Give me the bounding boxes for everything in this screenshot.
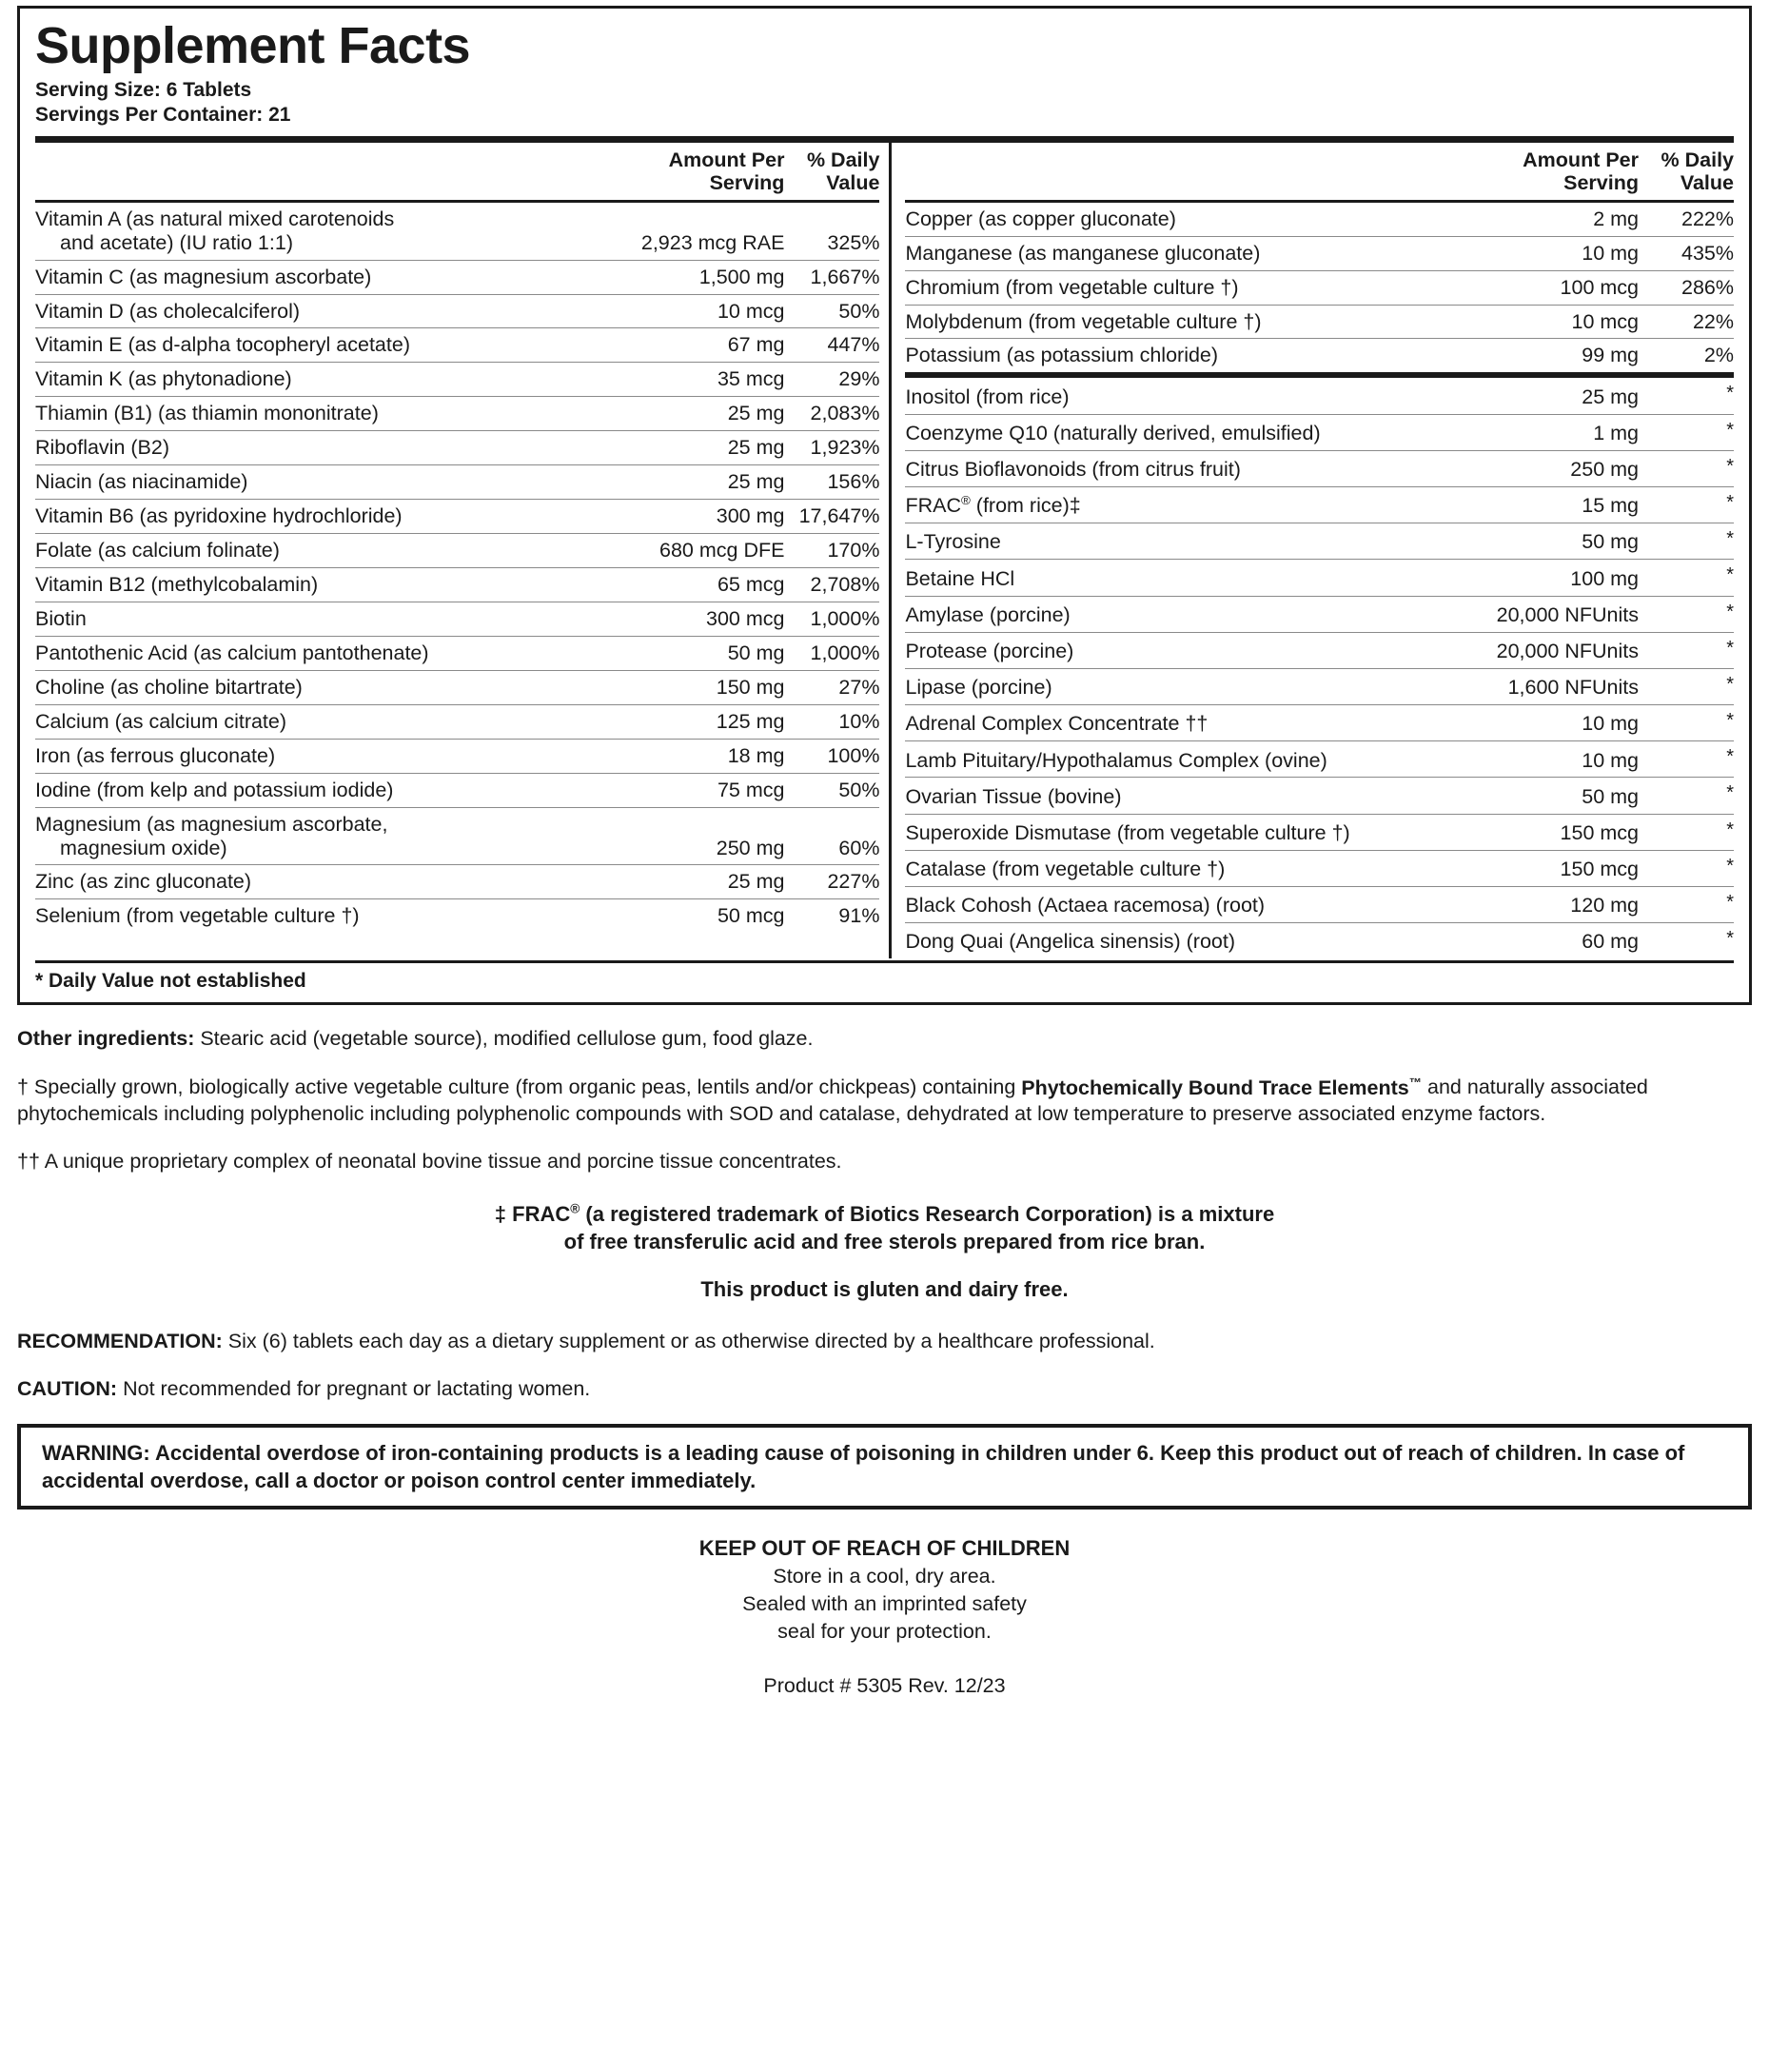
table-row	[905, 632, 1734, 668]
table-row	[905, 414, 1734, 450]
nutrient-amount: 25 mg	[613, 431, 784, 465]
nutrient-daily-value: 170%	[784, 534, 879, 568]
dagger-footnote	[17, 1074, 1752, 1128]
frac-footnote	[17, 1200, 1752, 1255]
nutrient-name: Pantothenic Acid (as calcium pantothenate)	[35, 636, 613, 670]
nutrient-daily-value: *	[1639, 414, 1734, 450]
table-row	[905, 814, 1734, 850]
column-header-amount-right: Amount Per Serving	[1467, 143, 1639, 202]
table-row	[905, 850, 1734, 886]
table-row	[35, 534, 879, 568]
nutrient-table-left-column	[35, 143, 879, 959]
nutrient-name: Copper (as copper gluconate)	[905, 207, 1176, 230]
table-row	[905, 450, 1734, 486]
gluten-dairy-free-note: This product is gluten and dairy free.	[700, 1277, 1069, 1302]
nutrient-amount: 150 mcg	[1467, 850, 1639, 886]
table-row	[905, 523, 1734, 560]
nutrient-name: Amylase (porcine)	[905, 596, 1467, 632]
table-row	[905, 668, 1734, 704]
nutrient-amount: 1,500 mg	[613, 260, 784, 294]
table-row	[35, 328, 879, 363]
nutrient-name: Vitamin B6 (as pyridoxine hydrochloride)	[35, 500, 613, 534]
nutrient-amount: 35 mcg	[613, 363, 784, 397]
storage-line-2: Sealed with an imprinted safety	[742, 1591, 1027, 1615]
nutrient-name: Coenzyme Q10 (naturally derived, emulsified)	[905, 414, 1467, 450]
nutrient-name: Biotin	[35, 602, 613, 636]
supplement-label-page	[0, 6, 1769, 2072]
nutrient-name: Ovarian Tissue (bovine)	[905, 778, 1467, 814]
nutrient-name: Riboflavin (B2)	[35, 431, 613, 465]
nutrient-name: Niacin (as niacinamide)	[35, 465, 613, 500]
nutrient-name: Vitamin E (as d-alpha tocopheryl acetate)	[35, 328, 613, 363]
nutrient-daily-value: 1,923%	[784, 431, 879, 465]
nutrient-amount: 125 mg	[613, 704, 784, 739]
frac-footnote-line2: of free transferulic acid and free sterols prepared from rice bran.	[563, 1230, 1206, 1254]
servings-per-container: Servings Per Container: 21	[35, 104, 291, 127]
nutrient-name: Vitamin C (as magnesium ascorbate)	[35, 260, 613, 294]
column-header-nutrient-right	[905, 143, 1467, 202]
nutrient-amount: 2,923 mcg RAE	[640, 230, 785, 254]
nutrient-daily-value: 222%	[1681, 207, 1734, 230]
nutrient-daily-value: 22%	[1639, 305, 1734, 339]
nutrient-daily-value: *	[1639, 887, 1734, 923]
caution-text: Not recommended for pregnant or lactating women.	[117, 1376, 591, 1400]
nutrient-daily-value: 29%	[784, 363, 879, 397]
table-row	[905, 486, 1734, 523]
nutrient-amount: 67 mg	[613, 328, 784, 363]
table-row	[35, 636, 879, 670]
table-row	[35, 670, 879, 704]
nutrient-daily-value: 27%	[784, 670, 879, 704]
table-row	[905, 741, 1734, 778]
nutrient-amount: 100 mg	[1467, 560, 1639, 596]
nutrient-amount: 1 mg	[1467, 414, 1639, 450]
other-ingredients	[17, 1026, 1752, 1053]
other-ingredients-label: Other ingredients:	[17, 1027, 195, 1051]
nutrient-table-left	[35, 143, 879, 934]
table-row	[905, 339, 1734, 375]
nutrient-daily-value: *	[1639, 523, 1734, 560]
nutrient-amount: 680 mcg DFE	[613, 534, 784, 568]
nutrient-amount: 300 mcg	[613, 602, 784, 636]
nutrient-name: Thiamin (B1) (as thiamin mononitrate)	[35, 397, 613, 431]
table-row	[35, 865, 879, 899]
table-row	[35, 500, 879, 534]
nutrient-amount: 10 mg	[1467, 741, 1639, 778]
nutrient-amount: 10 mg	[1467, 236, 1639, 270]
nutrient-daily-value: *	[1639, 705, 1734, 741]
nutrient-table-right	[905, 143, 1734, 959]
table-row	[905, 705, 1734, 741]
label-notes	[17, 1026, 1752, 1402]
nutrient-daily-value: *	[1639, 741, 1734, 778]
nutrient-daily-value: 50%	[784, 773, 879, 807]
nutrient-daily-value: 286%	[1639, 270, 1734, 305]
nutrient-daily-value: 1,000%	[784, 602, 879, 636]
nutrient-amount: 60 mg	[1467, 923, 1639, 959]
nutrient-name: Choline (as choline bitartrate)	[35, 670, 613, 704]
storage-line-1: Store in a cool, dry area.	[773, 1564, 996, 1588]
other-ingredients-text: Stearic acid (vegetable source), modified cellulose gum, food glaze.	[194, 1027, 814, 1051]
table-row	[35, 465, 879, 500]
nutrient-amount: 150 mg	[613, 670, 784, 704]
table-row	[35, 739, 879, 773]
caution-label: CAUTION:	[17, 1376, 118, 1400]
nutrient-daily-value: *	[1639, 450, 1734, 486]
nutrient-daily-value: 227%	[784, 865, 879, 899]
nutrient-amount: 20,000 NFUnits	[1467, 596, 1639, 632]
table-row	[35, 899, 879, 933]
nutrient-amount: 2 mg	[1593, 207, 1639, 230]
nutrient-daily-value: 156%	[784, 465, 879, 500]
table-row	[905, 201, 1734, 236]
caution	[17, 1376, 1752, 1403]
nutrient-name: Lamb Pituitary/Hypothalamus Complex (ovine)	[905, 741, 1467, 778]
nutrient-daily-value: *	[1639, 596, 1734, 632]
nutrient-daily-value: *	[1639, 486, 1734, 523]
frac-footnote-line1: ‡ FRAC® (a registered trademark of Biotics Research Corporation) is a mixture	[494, 1202, 1275, 1227]
nutrient-amount: 100 mcg	[1467, 270, 1639, 305]
storage-line-3: seal for your protection.	[777, 1619, 992, 1643]
table-row	[35, 431, 879, 465]
nutrient-name: Selenium (from vegetable culture †)	[35, 899, 613, 933]
nutrient-amount: 65 mcg	[613, 568, 784, 602]
nutrient-daily-value: 91%	[784, 899, 879, 933]
nutrient-amount: 75 mcg	[613, 773, 784, 807]
nutrient-amount: 50 mcg	[613, 899, 784, 933]
nutrient-name: Protease (porcine)	[905, 632, 1467, 668]
nutrient-name: Manganese (as manganese gluconate)	[905, 236, 1467, 270]
nutrient-name: Magnesium (as magnesium ascorbate, magnesium oxide)	[35, 807, 613, 865]
nutrient-amount: 120 mg	[1467, 887, 1639, 923]
phytochemically-bound-trademark: Phytochemically Bound Trace Elements™	[1021, 1075, 1423, 1099]
nutrient-amount: 25 mg	[613, 397, 784, 431]
nutrient-amount: 10 mcg	[1467, 305, 1639, 339]
page-title: Supplement Facts	[35, 17, 471, 74]
nutrient-name: Catalase (from vegetable culture †)	[905, 850, 1467, 886]
nutrient-name: Vitamin A (as natural mixed carotenoids and acetate) (IU ratio 1:1)	[35, 207, 395, 254]
nutrient-name: Iodine (from kelp and potassium iodide)	[35, 773, 613, 807]
table-row	[35, 704, 879, 739]
nutrient-daily-value: *	[1639, 850, 1734, 886]
nutrient-daily-value: 17,647%	[784, 500, 879, 534]
nutrient-daily-value: 325%	[827, 230, 880, 254]
nutrient-name: Molybdenum (from vegetable culture †)	[905, 305, 1467, 339]
column-header-nutrient-left	[35, 143, 613, 202]
nutrient-daily-value: 1,000%	[784, 636, 879, 670]
nutrient-amount: 15 mg	[1467, 486, 1639, 523]
nutrient-amount: 50 mg	[1467, 523, 1639, 560]
nutrient-daily-value: *	[1639, 814, 1734, 850]
nutrient-name: Chromium (from vegetable culture †)	[905, 270, 1467, 305]
nutrient-daily-value: 2,708%	[784, 568, 879, 602]
nutrient-table-right-column	[889, 143, 1734, 959]
nutrient-amount: 300 mg	[613, 500, 784, 534]
storage-block	[17, 1534, 1752, 1646]
table-row	[35, 294, 879, 328]
nutrient-name: Dong Quai (Angelica sinensis) (root)	[905, 923, 1467, 959]
nutrient-daily-value: *	[1639, 632, 1734, 668]
nutrient-amount: 25 mg	[1467, 375, 1639, 414]
table-row	[905, 596, 1734, 632]
nutrient-daily-value: *	[1639, 923, 1734, 959]
nutrient-name: Adrenal Complex Concentrate ††	[905, 705, 1467, 741]
nutrient-name: Lipase (porcine)	[905, 668, 1467, 704]
nutrient-amount: 99 mg	[1467, 339, 1639, 375]
nutrient-name: Vitamin D (as cholecalciferol)	[35, 294, 613, 328]
daily-value-footnote: * Daily Value not established	[35, 960, 1734, 993]
nutrient-amount: 150 mcg	[1467, 814, 1639, 850]
table-row	[35, 773, 879, 807]
nutrient-daily-value: *	[1639, 560, 1734, 596]
nutrient-tables	[35, 143, 1734, 959]
table-row	[35, 260, 879, 294]
nutrient-name: Calcium (as calcium citrate)	[35, 704, 613, 739]
nutrient-daily-value: 447%	[784, 328, 879, 363]
serving-size: Serving Size: 6 Tablets	[35, 79, 252, 102]
nutrient-name: Superoxide Dismutase (from vegetable culture †)	[905, 814, 1467, 850]
nutrient-name: Inositol (from rice)	[905, 375, 1467, 414]
nutrient-name: Vitamin K (as phytonadione)	[35, 363, 613, 397]
nutrient-daily-value: 100%	[784, 739, 879, 773]
table-row	[905, 270, 1734, 305]
nutrient-daily-value: 1,667%	[784, 260, 879, 294]
nutrient-amount: 25 mg	[613, 865, 784, 899]
nutrient-amount: 18 mg	[613, 739, 784, 773]
nutrient-amount: 50 mg	[1467, 778, 1639, 814]
nutrient-daily-value: 2%	[1639, 339, 1734, 375]
nutrient-name: FRAC® (from rice)‡	[905, 486, 1467, 523]
double-dagger-footnote: †† A unique proprietary complex of neonatal bovine tissue and porcine tissue concentrates.	[17, 1150, 842, 1174]
nutrient-name: L-Tyrosine	[905, 523, 1467, 560]
nutrient-amount: 20,000 NFUnits	[1467, 632, 1639, 668]
nutrient-amount: 250 mg	[1467, 450, 1639, 486]
nutrient-amount: 25 mg	[613, 465, 784, 500]
nutrient-name: Iron (as ferrous gluconate)	[35, 739, 613, 773]
panel-top-rule	[35, 136, 1734, 143]
column-header-dv-left: % Daily Value	[784, 143, 879, 202]
recommendation-text: Six (6) tablets each day as a dietary supplement or as otherwise directed by a healthcare professional.	[222, 1329, 1155, 1352]
table-row	[905, 887, 1734, 923]
recommendation-label: RECOMMENDATION:	[17, 1329, 223, 1352]
table-row	[35, 201, 879, 260]
recommendation	[17, 1329, 1752, 1355]
nutrient-name: Betaine HCl	[905, 560, 1467, 596]
table-row	[905, 375, 1734, 414]
table-row	[905, 236, 1734, 270]
table-row	[905, 923, 1734, 959]
nutrient-name: Zinc (as zinc gluconate)	[35, 865, 613, 899]
table-row	[905, 560, 1734, 596]
keep-out-of-reach-title: KEEP OUT OF REACH OF CHILDREN	[698, 1535, 1071, 1560]
table-row	[905, 778, 1734, 814]
nutrient-name: Folate (as calcium folinate)	[35, 534, 613, 568]
column-header-dv-right: % Daily Value	[1639, 143, 1734, 202]
nutrient-daily-value: 50%	[784, 294, 879, 328]
nutrient-amount: 10 mcg	[613, 294, 784, 328]
nutrient-daily-value: 2,083%	[784, 397, 879, 431]
nutrient-daily-value: 10%	[784, 704, 879, 739]
nutrient-daily-value: *	[1639, 778, 1734, 814]
warning-box: WARNING: Accidental overdose of iron-containing products is a leading cause of poisoning in children under 6. Keep this product out of reach of children. In case of accidental overdose, call a doctor or poison control center immediately.	[17, 1424, 1752, 1510]
table-row	[35, 602, 879, 636]
nutrient-amount: 1,600 NFUnits	[1467, 668, 1639, 704]
nutrient-amount: 50 mg	[613, 636, 784, 670]
nutrient-name: Citrus Bioflavonoids (from citrus fruit)	[905, 450, 1467, 486]
nutrient-amount: 10 mg	[1467, 705, 1639, 741]
table-row	[905, 305, 1734, 339]
nutrient-name: Potassium (as potassium chloride)	[905, 339, 1467, 375]
table-row	[35, 807, 879, 865]
table-row	[35, 363, 879, 397]
nutrient-daily-value: *	[1639, 375, 1734, 414]
nutrient-name: Black Cohosh (Actaea racemosa) (root)	[905, 887, 1467, 923]
nutrient-daily-value: 435%	[1639, 236, 1734, 270]
nutrient-amount: 250 mg	[613, 807, 784, 865]
table-row	[35, 397, 879, 431]
supplement-facts-panel	[17, 6, 1752, 1005]
dagger-footnote-part2: and naturally associated phytochemicals including polyphenolic including polyphenolic compounds with SOD and catalase, dehydrated at low temperature to preserve associated enzyme factors.	[17, 1075, 1648, 1126]
table-row	[35, 568, 879, 602]
column-header-amount-left: Amount Per Serving	[613, 143, 784, 202]
nutrient-daily-value: *	[1639, 668, 1734, 704]
dagger-footnote-part1: † Specially grown, biologically active vegetable culture (from organic peas, lentils and/or chickpeas) containing	[17, 1075, 1022, 1099]
product-number: Product # 5305 Rev. 12/23	[763, 1673, 1006, 1697]
nutrient-daily-value: 60%	[784, 807, 879, 865]
nutrient-name: Vitamin B12 (methylcobalamin)	[35, 568, 613, 602]
